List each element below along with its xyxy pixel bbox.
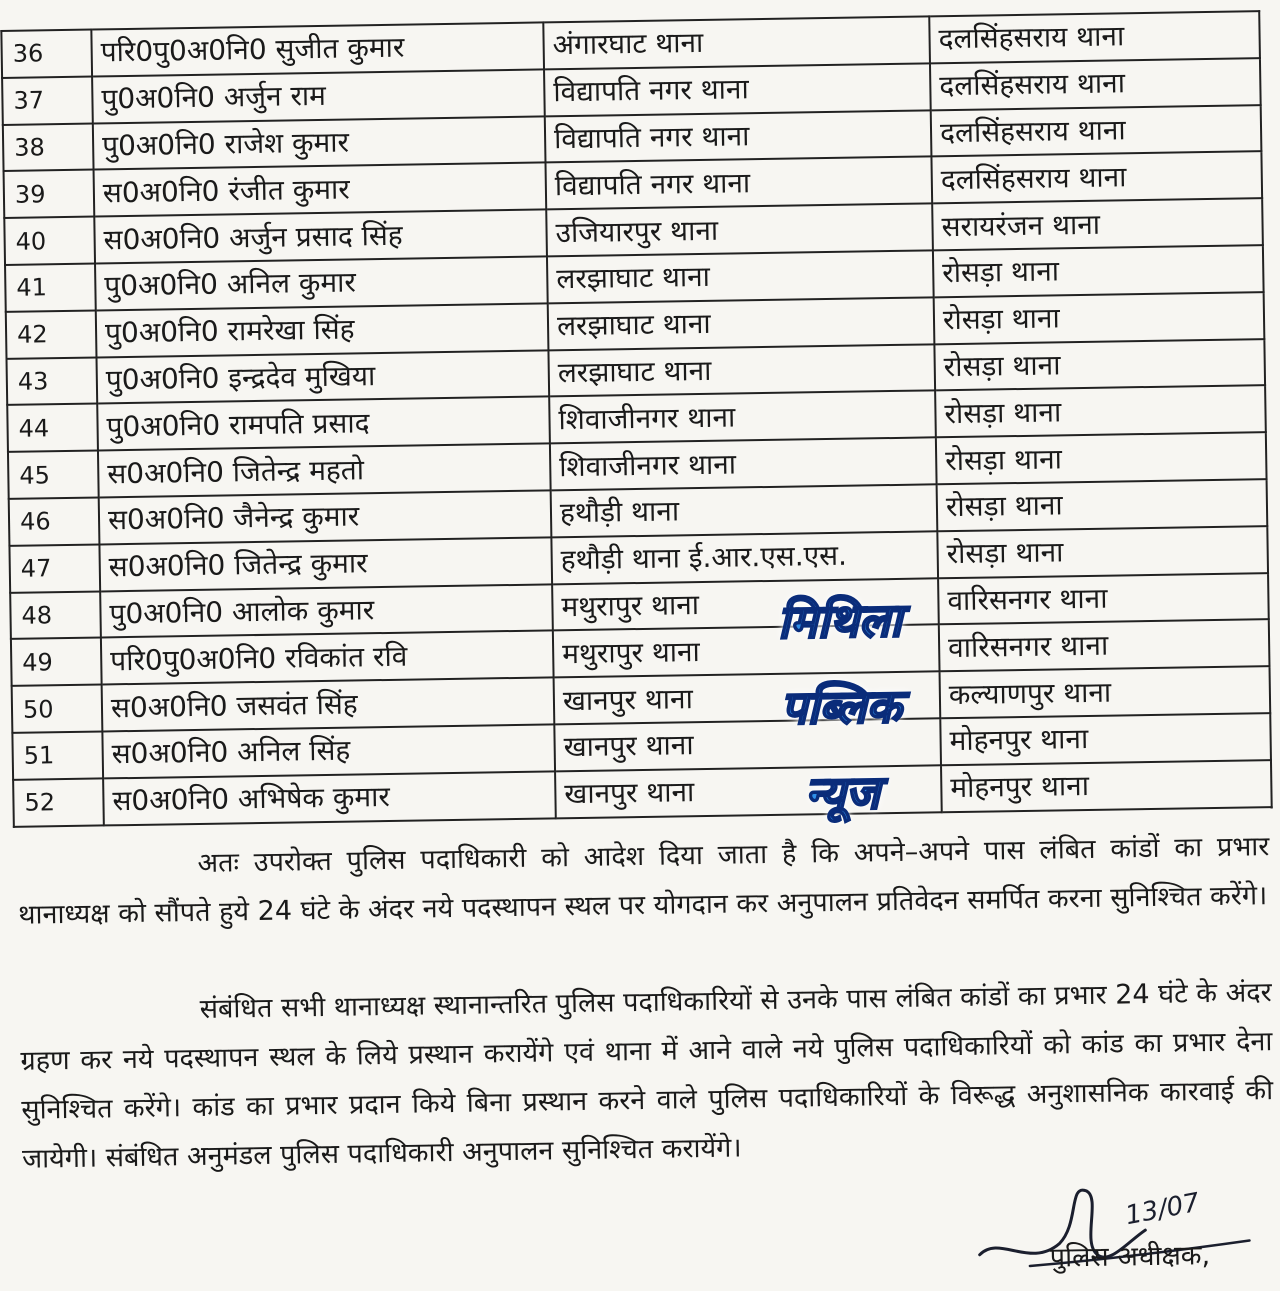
- watermark-line-1: मिथिला: [777, 592, 903, 649]
- new-station-cell: रोसड़ा थाना: [937, 479, 1268, 531]
- new-station-cell: वारिसनगर थाना: [938, 573, 1269, 625]
- current-station-cell: लरझाघाट थाना: [548, 297, 935, 350]
- new-station-cell: दलसिंहसराय थाना: [931, 152, 1262, 204]
- new-station-cell: कल्याणपुर थाना: [940, 666, 1271, 718]
- serial-number-cell: 37: [2, 76, 93, 124]
- current-station-cell: मथुरापुर थाना: [553, 625, 940, 678]
- current-station-cell: उजियारपुर थाना: [546, 204, 933, 257]
- new-station-cell: दलसिंहसराय थाना: [929, 11, 1260, 63]
- serial-number-cell: 42: [6, 310, 97, 358]
- new-station-cell: वारिसनगर थाना: [939, 619, 1270, 671]
- signatory-title: पुलिस अधीक्षक,: [1049, 1240, 1211, 1274]
- transfer-table-body: [1, 11, 1271, 826]
- serial-number-cell: 49: [11, 638, 102, 686]
- serial-number-cell: 44: [7, 404, 98, 452]
- new-station-cell: सरायरंजन थाना: [932, 198, 1263, 250]
- officer-name-cell: स0अ0नि0 रंजीत कुमार: [94, 163, 547, 217]
- watermark-line-3: न्यूज: [804, 765, 881, 821]
- current-station-cell: शिवाजीनगर थाना: [549, 391, 936, 444]
- current-station-cell: हथौड़ी थाना: [551, 484, 938, 537]
- officer-name-cell: परि0पु0अ0नि0 सुजीत कुमार: [91, 22, 544, 76]
- new-station-cell: मोहनपुर थाना: [940, 713, 1271, 765]
- current-station-cell: विद्यापति नगर थाना: [545, 110, 932, 163]
- serial-number-cell: 48: [10, 591, 101, 639]
- new-station-cell: रोसड़ा थाना: [936, 432, 1267, 484]
- officer-name-cell: स0अ0नि0 जैनेन्द्र कुमार: [99, 490, 552, 544]
- serial-number-cell: 45: [8, 451, 99, 499]
- new-station-cell: रोसड़ा थाना: [934, 292, 1265, 344]
- transfer-table: [0, 10, 1272, 827]
- officer-name-cell: पु0अ0नि0 राजेश कुमार: [93, 116, 546, 170]
- serial-number-cell: 39: [4, 170, 95, 218]
- watermark-line-2: पब्लिक: [780, 678, 902, 735]
- instruction-paragraph-1-text: अतः उपरोक्त पुलिस पदाधिकारी को आदेश दिया जाता है कि अपने–अपने पास लंबित कांडों का प्रभार थानाध्यक्ष को सौंपते हुये 24 घंटे के अंदर नये पदस्थापन स्थल पर योगदान कर अनुपालन प्रतिवेदन समर्पित करना सुनिश्चित करेंगे।: [18, 831, 1270, 931]
- serial-number-cell: 40: [4, 217, 95, 265]
- instruction-paragraph-1: [17, 822, 1270, 940]
- serial-number-cell: 41: [5, 263, 96, 311]
- new-station-cell: रोसड़ा थाना: [935, 386, 1266, 438]
- officer-name-cell: स0अ0नि0 जितेन्द्र कुमार: [99, 537, 552, 591]
- current-station-cell: लरझाघाट थाना: [548, 344, 935, 397]
- new-station-cell: दलसिंहसराय थाना: [930, 58, 1261, 110]
- current-station-cell: अंगारघाट थाना: [543, 16, 930, 69]
- current-station-cell: विद्यापति नगर थाना: [545, 157, 932, 210]
- current-station-cell: लरझाघाट थाना: [547, 250, 934, 303]
- instruction-paragraph-2-text: संबंधित सभी थानाध्यक्ष स्थानान्तरित पुलिस पदाधिकारियों से उनके पास लंबित कांडों का प्रभार 24 घंटे के अंदर ग्रहण कर नये पदस्थापन स्थल के लिये प्रस्थान करायेंगे एवं थाना में आने वाले नये पुलिस पदाधिकारियों को कांड का प्रभार देना सुनिश्चित करेंगे। कांड का प्रभार प्रदान किये बिना प्रस्थान करने वाले पुलिस पदाधिकारियों के विरूद्ध अनुशासनिक कारवाई की जायेगी। संबंधित अनुमंडल पुलिस पदाधिकारी अनुपालन सुनिश्चित करायेंगे।: [20, 977, 1274, 1175]
- officer-name-cell: पु0अ0नि0 आलोक कुमार: [100, 584, 553, 638]
- officer-name-cell: स0अ0नि0 जसवंत सिंह: [102, 678, 555, 732]
- officer-name-cell: पु0अ0नि0 रामरेखा सिंह: [96, 303, 549, 357]
- new-station-cell: मोहनपुर थाना: [941, 760, 1272, 812]
- officer-name-cell: स0अ0नि0 अनिल सिंह: [102, 724, 555, 778]
- officer-name-cell: स0अ0नि0 जितेन्द्र महतो: [98, 444, 551, 498]
- serial-number-cell: 47: [9, 544, 100, 592]
- officer-name-cell: पु0अ0नि0 अनिल कुमार: [95, 256, 548, 310]
- current-station-cell: खानपुर थाना: [554, 671, 941, 724]
- instruction-paragraph-2: [19, 968, 1274, 1184]
- serial-number-cell: 46: [9, 497, 100, 545]
- serial-number-cell: 38: [3, 123, 94, 171]
- serial-number-cell: 36: [1, 30, 92, 78]
- serial-number-cell: 50: [12, 685, 103, 733]
- current-station-cell: विद्यापति नगर थाना: [544, 63, 931, 116]
- officer-name-cell: पु0अ0नि0 इन्द्रदेव मुखिया: [96, 350, 549, 404]
- current-station-cell: शिवाजीनगर थाना: [550, 437, 937, 490]
- current-station-cell: मथुरापुर थाना: [552, 578, 939, 631]
- officer-name-cell: पु0अ0नि0 रामपति प्रसाद: [97, 397, 550, 451]
- new-station-cell: दलसिंहसराय थाना: [931, 105, 1262, 157]
- serial-number-cell: 52: [13, 778, 104, 826]
- signature-date: 13/07: [1122, 1187, 1203, 1232]
- serial-number-cell: 43: [7, 357, 98, 405]
- new-station-cell: रोसड़ा थाना: [937, 526, 1268, 578]
- serial-number-cell: 51: [12, 731, 103, 779]
- officer-name-cell: स0अ0नि0 अभिषेक कुमार: [103, 771, 556, 825]
- current-station-cell: हथौड़ी थाना ई.आर.एस.एस.: [551, 531, 938, 584]
- current-station-cell: खानपुर थाना: [555, 765, 942, 818]
- current-station-cell: खानपुर थाना: [554, 718, 941, 771]
- new-station-cell: रोसड़ा थाना: [934, 339, 1265, 391]
- new-station-cell: रोसड़ा थाना: [933, 245, 1264, 297]
- officer-name-cell: परि0पु0अ0नि0 रविकांत रवि: [101, 631, 554, 685]
- officer-name-cell: स0अ0नि0 अर्जुन प्रसाद सिंह: [94, 210, 547, 264]
- officer-name-cell: पु0अ0नि0 अर्जुन राम: [92, 69, 545, 123]
